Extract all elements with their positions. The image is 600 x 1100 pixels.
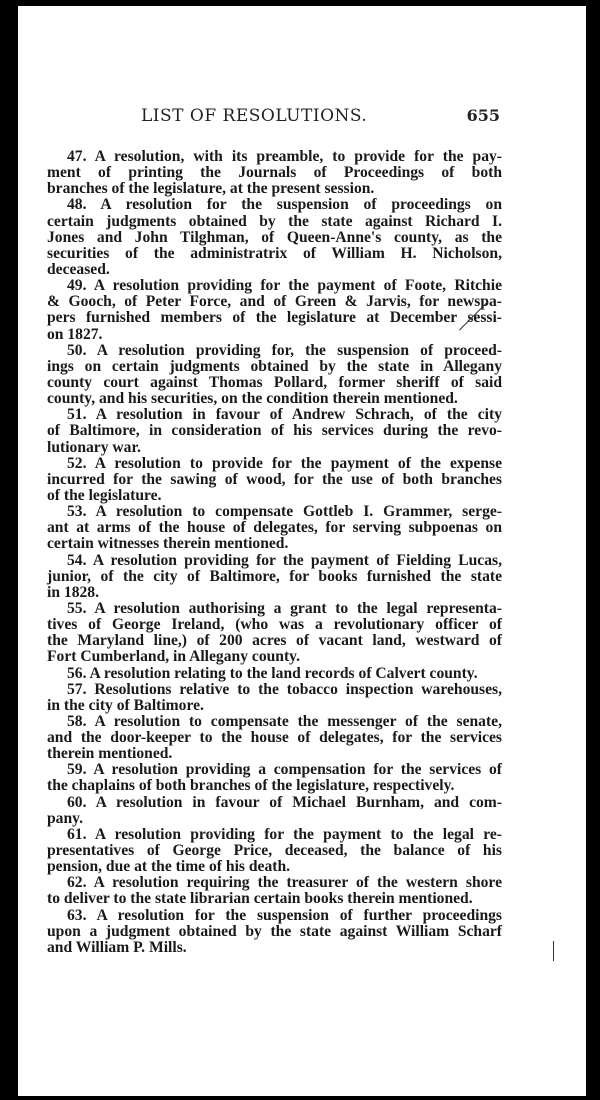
text-line: certain judgments obtained by the state against Richard I. — [47, 212, 502, 230]
text-line: 60. A resolution in favour of Michael Burnham, and com- — [67, 793, 502, 811]
text-line: securities of the administratrix of William H. Nicholson, — [47, 244, 502, 262]
resolution-item-59 — [47, 762, 502, 794]
text-line: deceased. — [47, 260, 110, 278]
text-line: and William P. Mills. — [47, 938, 187, 956]
text-line: 63. A resolution for the suspension of further proceedings — [67, 906, 502, 924]
text-line: county, and his securities, on the condition therein mentioned. — [47, 390, 458, 408]
text-line: 51. A resolution in favour of Andrew Schrach, of the city — [67, 406, 502, 424]
text-line: & Gooch, of Peter Force, and of Green & Jarvis, for newspa- — [47, 293, 502, 311]
resolution-item-50 — [47, 343, 502, 408]
text-line: the chaplains of both branches of the legislature, respectively. — [47, 777, 455, 795]
text-line: certain witnesses therein mentioned. — [47, 535, 289, 553]
page-number: 655 — [466, 106, 500, 125]
page-header — [45, 106, 500, 130]
page-title: LIST OF RESOLUTIONS. — [141, 106, 368, 126]
text-line: 53. A resolution to compensate Gottleb I. Grammer, serge- — [67, 503, 502, 521]
text-line: 52. A resolution to provide for the payment of the expense — [67, 454, 502, 472]
text-line: and the door-keeper to the house of delegates, for the services — [47, 729, 502, 747]
text-line: 50. A resolution providing for, the suspension of proceed- — [67, 341, 502, 359]
margin-mark — [553, 941, 554, 961]
text-line: pension, due at the time of his death. — [47, 858, 291, 876]
text-line: 56. A resolution relating to the land records of Calvert county. — [67, 664, 478, 682]
text-line: Fort Cumberland, in Allegany county. — [47, 648, 300, 666]
text-line: 48. A resolution for the suspension of proceedings on — [67, 196, 502, 214]
text-line: in 1828. — [47, 583, 99, 601]
resolution-item-61 — [47, 827, 502, 875]
text-line: 57. Resolutions relative to the tobacco inspection warehouses, — [67, 680, 502, 698]
text-line: pany. — [47, 809, 83, 827]
resolution-item-49 — [47, 278, 502, 343]
text-line: ant at arms of the house of delegates, for serving subpoenas on — [47, 519, 502, 537]
text-line: of Baltimore, in consideration of his services during the revo- — [47, 422, 502, 440]
resolution-item-51 — [47, 407, 502, 455]
resolution-list — [47, 149, 502, 956]
resolution-item-60 — [47, 795, 502, 827]
text-line: pers furnished members of the legislature at December sessi- — [47, 309, 502, 327]
text-line: on 1827. — [47, 325, 103, 343]
text-line: the Maryland line,) of 200 acres of vacant land, westward of — [47, 632, 502, 650]
text-line: ment of printing the Journals of Proceedings of both — [47, 164, 502, 182]
text-line: branches of the legislature, at the present session. — [47, 180, 375, 198]
text-line: 55. A resolution authorising a grant to the legal representa- — [67, 599, 502, 617]
resolution-item-48 — [47, 197, 502, 278]
resolution-item-47 — [47, 149, 502, 197]
text-line: tives of George Ireland, (who was a revolutionary officer of — [47, 616, 502, 634]
text-line: of the legislature. — [47, 486, 162, 504]
text-line: 61. A resolution providing for the payment to the legal re- — [67, 825, 502, 843]
resolution-item-54 — [47, 553, 502, 601]
text-line: upon a judgment obtained by the state against William Scharf — [47, 922, 502, 940]
resolution-item-58 — [47, 714, 502, 762]
text-line: 49. A resolution providing for the payment of Foote, Ritchie — [67, 277, 502, 295]
text-line: 54. A resolution providing for the payment of Fielding Lucas, — [67, 551, 502, 569]
resolution-item-62 — [47, 875, 502, 907]
text-line: junior, of the city of Baltimore, for books furnished the state — [47, 567, 502, 585]
text-line: 59. A resolution providing a compensation for the services of — [67, 761, 502, 779]
text-line: 62. A resolution requiring the treasurer of the western shore — [67, 874, 502, 892]
text-line: incurred for the sawing of wood, for the use of both branches — [47, 470, 502, 488]
text-line: county court against Thomas Pollard, former sheriff of said — [47, 373, 502, 391]
document-page — [18, 6, 586, 1096]
text-line: ings on certain judgments obtained by the state in Allegany — [47, 357, 502, 375]
resolution-item-57 — [47, 682, 502, 714]
text-line: 58. A resolution to compensate the messenger of the senate, — [67, 712, 502, 730]
resolution-item-56 — [47, 666, 502, 682]
resolution-item-53 — [47, 504, 502, 552]
text-line: Jones and John Tilghman, of Queen-Anne's county, as the — [47, 228, 502, 246]
resolution-item-63 — [47, 908, 502, 956]
text-line: therein mentioned. — [47, 745, 173, 763]
text-line: lutionary war. — [47, 438, 141, 456]
text-line: to deliver to the state librarian certain books therein mentioned. — [47, 890, 473, 908]
text-line: in the city of Baltimore. — [47, 696, 204, 714]
resolution-item-52 — [47, 456, 502, 504]
resolution-item-55 — [47, 601, 502, 666]
text-line: presentatives of George Price, deceased, the balance of his — [47, 842, 502, 860]
text-line: 47. A resolution, with its preamble, to provide for the pay- — [67, 148, 502, 165]
